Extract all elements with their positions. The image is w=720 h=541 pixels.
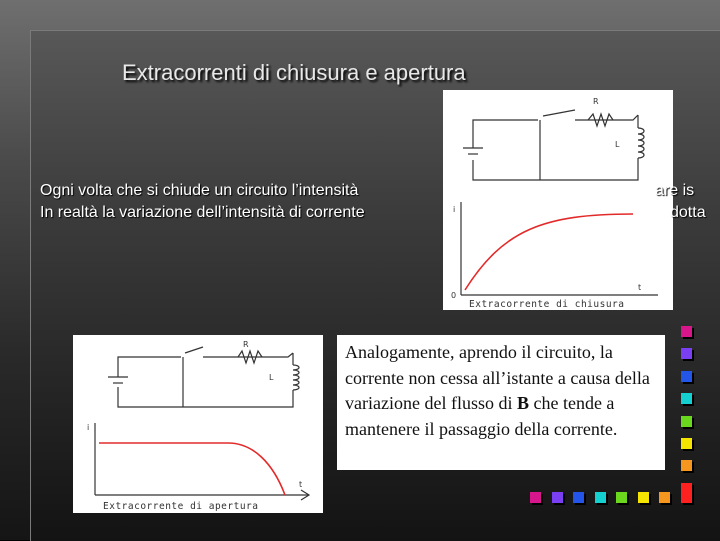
color-square-column: [681, 460, 692, 471]
opening-inductor-label: L: [269, 373, 274, 382]
opening-caption: Extracorrente di apertura: [103, 501, 259, 512]
color-square-row: [616, 492, 627, 503]
explanation-box: [337, 335, 665, 470]
opening-axis-t-label: t: [299, 480, 303, 489]
color-square-row: [681, 492, 692, 503]
explanation-paragraph: [345, 340, 665, 442]
color-square-row: [595, 492, 606, 503]
body-text-line-1: Ogni volta che si chiude un circuito l’intensità: [40, 182, 359, 199]
closing-origin-label: 0: [451, 291, 457, 300]
explanation-text-after-bold: che tende a mantenere il passaggio della corrente.: [345, 393, 618, 439]
color-square-column: [681, 438, 692, 449]
explanation-bold-symbol: B: [516, 393, 529, 413]
color-square-column: [681, 326, 692, 337]
closing-current-figure: [443, 90, 673, 310]
opening-current-figure: [73, 335, 323, 513]
color-square-row: [659, 492, 670, 503]
closing-axis-t-label: t: [638, 283, 642, 292]
closing-current-curve: [465, 214, 633, 290]
color-square-column: [681, 348, 692, 359]
color-square-row: [552, 492, 563, 503]
closing-axis-i-label: i: [453, 205, 456, 214]
color-square-column: [681, 371, 692, 382]
closing-resistor-label: R: [593, 97, 599, 106]
color-square-row: [573, 492, 584, 503]
closing-inductor-label: L: [615, 140, 620, 149]
color-square-row: [638, 492, 649, 503]
opening-current-curve: [99, 443, 285, 495]
color-square-row: [530, 492, 541, 503]
slide-title: Extracorrenti di chiusura e apertura: [122, 60, 466, 85]
color-square-column: [681, 416, 692, 427]
body-text-line-2: In realtà la variazione dell’intensità di corrente: [40, 204, 365, 221]
explanation-text-before-bold: Analogamente, aprendo il circuito, la corrente non cessa all’istante a causa della variazione del flusso di: [345, 342, 650, 413]
body-text-line-2-tail: dotta: [670, 204, 706, 221]
color-square-column: [681, 393, 692, 404]
body-text-line-1-tail: are is: [655, 182, 695, 199]
closing-caption: Extracorrente di chiusura: [469, 299, 625, 310]
opening-resistor-label: R: [243, 340, 249, 349]
opening-axis-i-label: i: [87, 423, 90, 432]
